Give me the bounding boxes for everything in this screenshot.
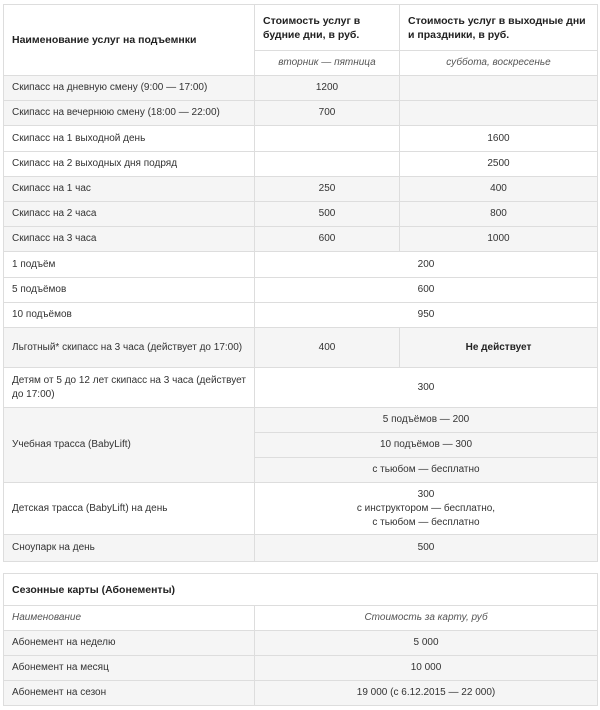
price-line: с тьюбом — бесплатно (372, 516, 480, 528)
service-name: 5 подъёмов (4, 278, 255, 303)
service-name: 1 подъём (4, 252, 255, 278)
card-price: 5 000 (255, 631, 598, 656)
service-name: Скипасс на дневную смену (9:00 — 17:00) (4, 76, 255, 101)
price-option: 5 подъёмов — 200 (255, 408, 598, 433)
table-row (4, 681, 598, 706)
service-name: Скипасс на 1 час (4, 177, 255, 202)
combined-price: 600 (255, 278, 598, 303)
col-header-service-name: Наименование услуг на подъемнки (4, 5, 255, 76)
table-row (4, 656, 598, 681)
table-row (4, 408, 598, 433)
table-row (4, 76, 598, 101)
service-name: Скипасс на 2 выходных дня подряд (4, 152, 255, 177)
combined-price: 950 (255, 303, 598, 328)
col-header-weekend-price: Стоимость услуг в выходные дни и праздники, в руб. (400, 5, 598, 51)
service-name: 10 подъёмов (4, 303, 255, 328)
weekday-days-label: вторник — пятница (255, 51, 400, 76)
table-row (4, 631, 598, 656)
card-price: 10 000 (255, 656, 598, 681)
weekend-price: Не действует (400, 328, 598, 368)
col-header-card-name: Наименование (4, 606, 255, 631)
table-row (4, 101, 598, 126)
service-name: Скипасс на 1 выходной день (4, 126, 255, 152)
table-row (4, 303, 598, 328)
weekday-price: 400 (255, 328, 400, 368)
weekday-price (255, 152, 400, 177)
service-name: Детям от 5 до 12 лет скипасс на 3 часа (действует до 17:00) (4, 368, 255, 408)
col-header-card-price: Стоимость за карту, руб (255, 606, 598, 631)
table-row (4, 328, 598, 368)
service-name: Скипасс на 3 часа (4, 227, 255, 252)
combined-price (255, 483, 598, 535)
card-name: Абонемент на месяц (4, 656, 255, 681)
service-name: Детская трасса (BabyLift) на день (4, 483, 255, 535)
table-row (4, 368, 598, 408)
table-row (4, 202, 598, 227)
service-name: Скипасс на вечернюю смену (18:00 — 22:00) (4, 101, 255, 126)
table-row (4, 535, 598, 562)
table-row (4, 227, 598, 252)
table-row (4, 152, 598, 177)
weekday-price: 600 (255, 227, 400, 252)
table-row (4, 177, 598, 202)
weekend-price (400, 101, 598, 126)
season-table-title: Сезонные карты (Абонементы) (4, 574, 598, 606)
service-name: Скипасс на 2 часа (4, 202, 255, 227)
table-row (4, 483, 598, 535)
table-row (4, 126, 598, 152)
price-option: с тьюбом — бесплатно (255, 458, 598, 483)
season-header-row (4, 606, 598, 631)
price-line: с инструктором — бесплатно, (356, 502, 496, 514)
combined-price: 200 (255, 252, 598, 278)
season-cards-table (3, 573, 598, 706)
table-header-row (4, 5, 598, 51)
service-name: Льготный* скипасс на 3 часа (действует до 17:00) (4, 328, 255, 368)
weekend-price (400, 76, 598, 101)
weekday-price: 700 (255, 101, 400, 126)
card-price: 19 000 (с 6.12.2015 — 22 000) (255, 681, 598, 706)
price-line: 300 (417, 488, 435, 500)
season-title-row (4, 574, 598, 606)
weekend-price: 800 (400, 202, 598, 227)
lift-services-table (3, 4, 598, 562)
weekday-price: 500 (255, 202, 400, 227)
weekend-price: 1000 (400, 227, 598, 252)
combined-price: 500 (255, 535, 598, 562)
table-row (4, 252, 598, 278)
weekday-price (255, 126, 400, 152)
price-option: 10 подъёмов — 300 (255, 433, 598, 458)
weekend-price: 1600 (400, 126, 598, 152)
table-row (4, 278, 598, 303)
weekday-price: 250 (255, 177, 400, 202)
combined-price: 300 (255, 368, 598, 408)
weekend-price: 400 (400, 177, 598, 202)
card-name: Абонемент на неделю (4, 631, 255, 656)
col-header-weekday-price: Стоимость услуг в будние дни, в руб. (255, 5, 400, 51)
weekend-price: 2500 (400, 152, 598, 177)
card-name: Абонемент на сезон (4, 681, 255, 706)
service-name: Учебная трасса (BabyLift) (4, 408, 255, 483)
weekday-price: 1200 (255, 76, 400, 101)
service-name: Сноупарк на день (4, 535, 255, 562)
weekend-days-label: суббота, воскресенье (400, 51, 598, 76)
